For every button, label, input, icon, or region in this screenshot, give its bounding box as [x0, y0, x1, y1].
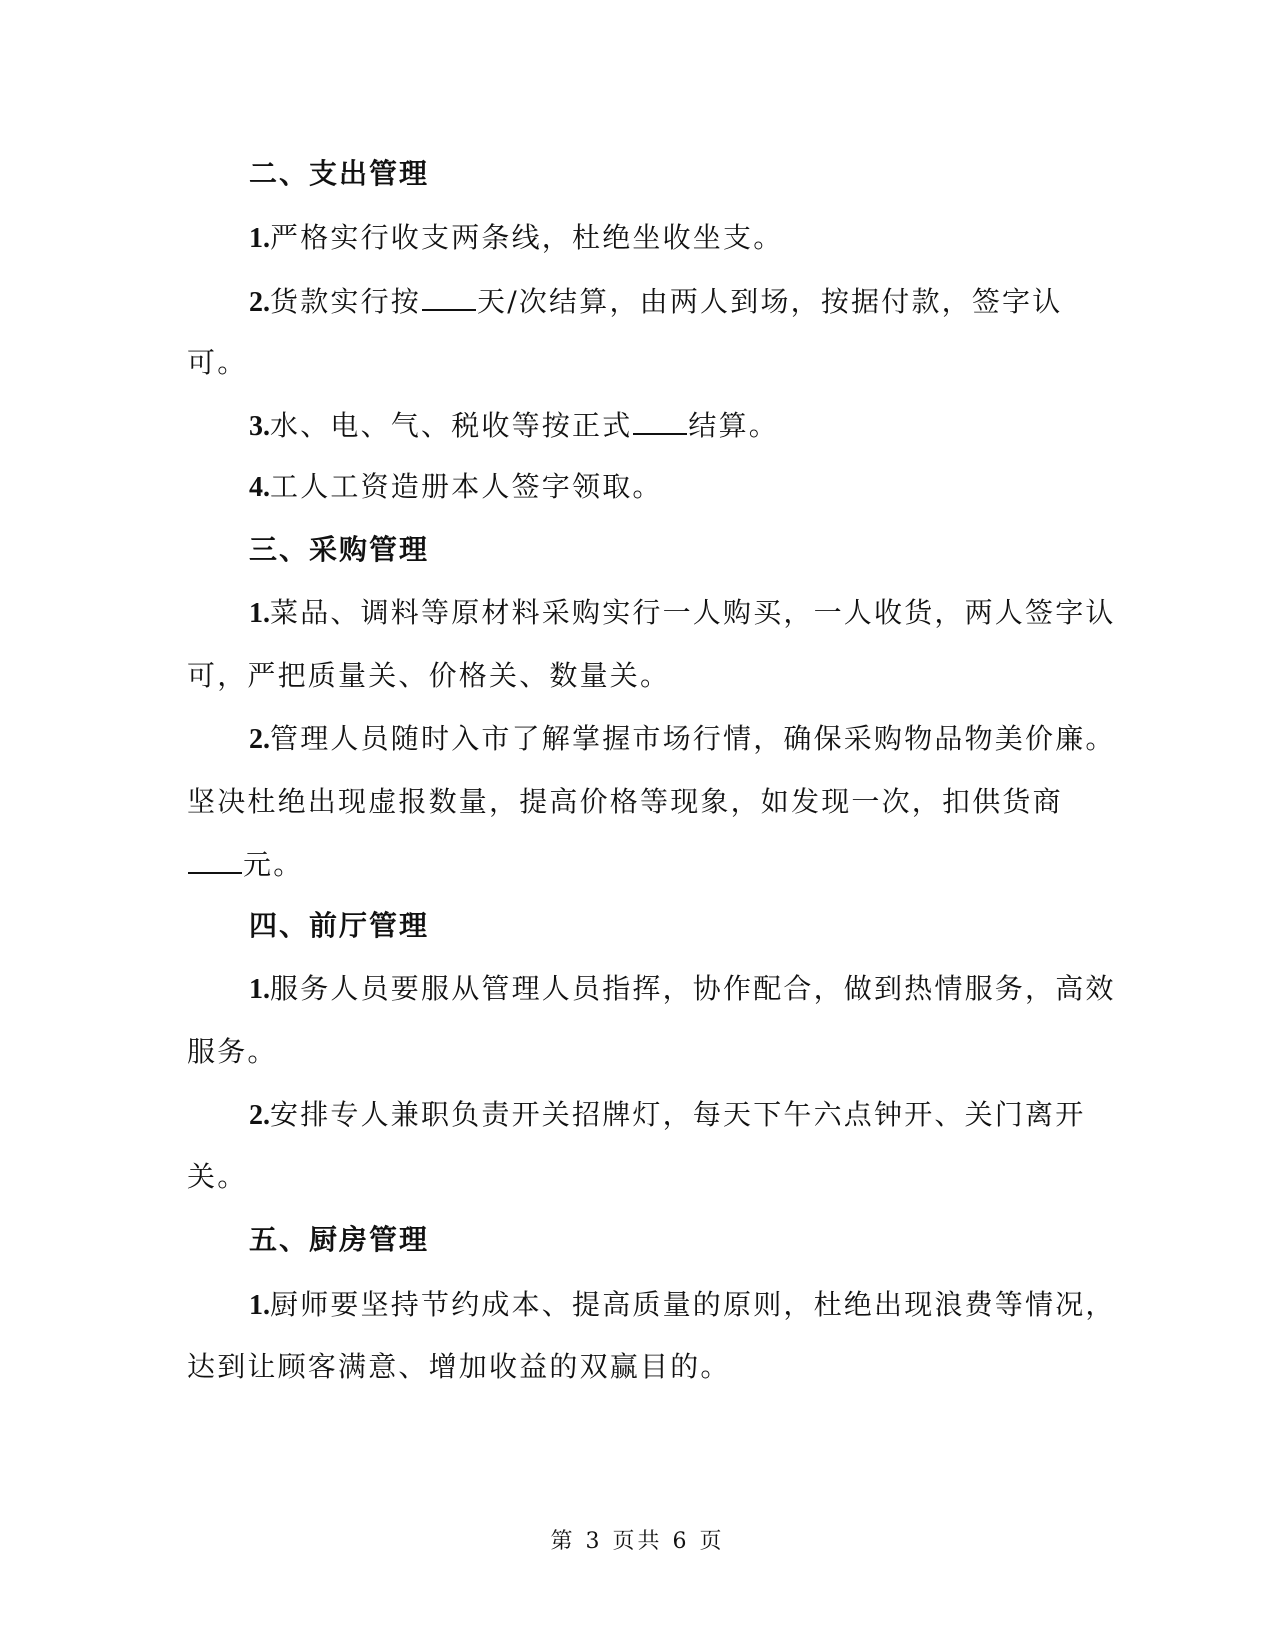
item-number: 1.: [249, 974, 270, 1005]
item-text: 严格实行收支两条线，杜绝坐收坐支。: [270, 221, 784, 254]
paragraph-continuation: 达到让顾客满意、增加收益的双赢目的。: [187, 1350, 731, 1383]
item-text: 元。: [243, 848, 304, 881]
paragraph-continuation: 服务。: [187, 1035, 278, 1068]
item-text: 菜品、调料等原材料采购实行一人购买，一人收货，两人签字认: [270, 596, 1116, 629]
item-text: 管理人员随时入市了解掌握市场行情，确保采购物品物美价廉。: [270, 722, 1116, 755]
item-text: 安排专人兼职负责开关招牌灯，每天下午六点钟开、关门离开: [270, 1098, 1086, 1131]
item-number: 2.: [249, 1100, 270, 1131]
paragraph-expenditure-2: [249, 283, 1062, 321]
item-text: 天/次结算，由两人到场，按据付款，签字认: [477, 285, 1063, 318]
paragraph-continuation: 可，严把质量关、价格关、数量关。: [187, 659, 671, 692]
item-text: 水、电、气、税收等按正式: [270, 409, 633, 442]
item-text: 厨师要坚持节约成本、提高质量的原则，杜绝出现浪费等情况，: [270, 1288, 1116, 1321]
section-heading-front-hall: 四、前厅管理: [249, 909, 430, 942]
section-heading-expenditure: 二、支出管理: [249, 157, 430, 190]
item-text: 货款实行按: [270, 285, 422, 318]
item-number: 2.: [249, 724, 270, 755]
page-number-footer: 第 3 页共 6 页: [550, 1529, 725, 1554]
paragraph-expenditure-1: [249, 220, 783, 257]
paragraph-continuation: [187, 846, 303, 883]
paragraph-continuation: 可。: [187, 346, 248, 379]
paragraph-continuation: 关。: [187, 1160, 248, 1193]
item-number: 1.: [249, 598, 270, 629]
paragraph-front-hall-2: [249, 1097, 1085, 1134]
item-number: 3.: [249, 411, 270, 442]
item-text: 结算。: [688, 409, 780, 442]
item-number: 1.: [249, 223, 270, 254]
paragraph-expenditure-3: [249, 407, 779, 445]
item-number: 1.: [249, 1290, 270, 1321]
item-text: 服务人员要服从管理人员指挥，协作配合，做到热情服务，高效: [270, 972, 1116, 1005]
section-heading-purchasing: 三、采购管理: [249, 533, 430, 566]
paragraph-purchasing-1: [249, 595, 1116, 632]
item-text: 工人工资造册本人签字领取。: [270, 470, 663, 503]
item-number: 2.: [249, 287, 270, 318]
paragraph-kitchen-1: [249, 1287, 1116, 1324]
paragraph-continuation: 坚决杜绝出现虚报数量，提高价格等现象，如发现一次，扣供货商: [187, 785, 1063, 818]
item-number: 4.: [249, 472, 270, 503]
fill-in-blank: [633, 407, 687, 435]
section-heading-kitchen: 五、厨房管理: [249, 1223, 430, 1256]
paragraph-front-hall-1: [249, 971, 1116, 1008]
paragraph-purchasing-2: [249, 721, 1116, 758]
fill-in-blank: [422, 283, 476, 311]
fill-in-blank: [188, 846, 242, 874]
paragraph-expenditure-4: [249, 469, 663, 506]
